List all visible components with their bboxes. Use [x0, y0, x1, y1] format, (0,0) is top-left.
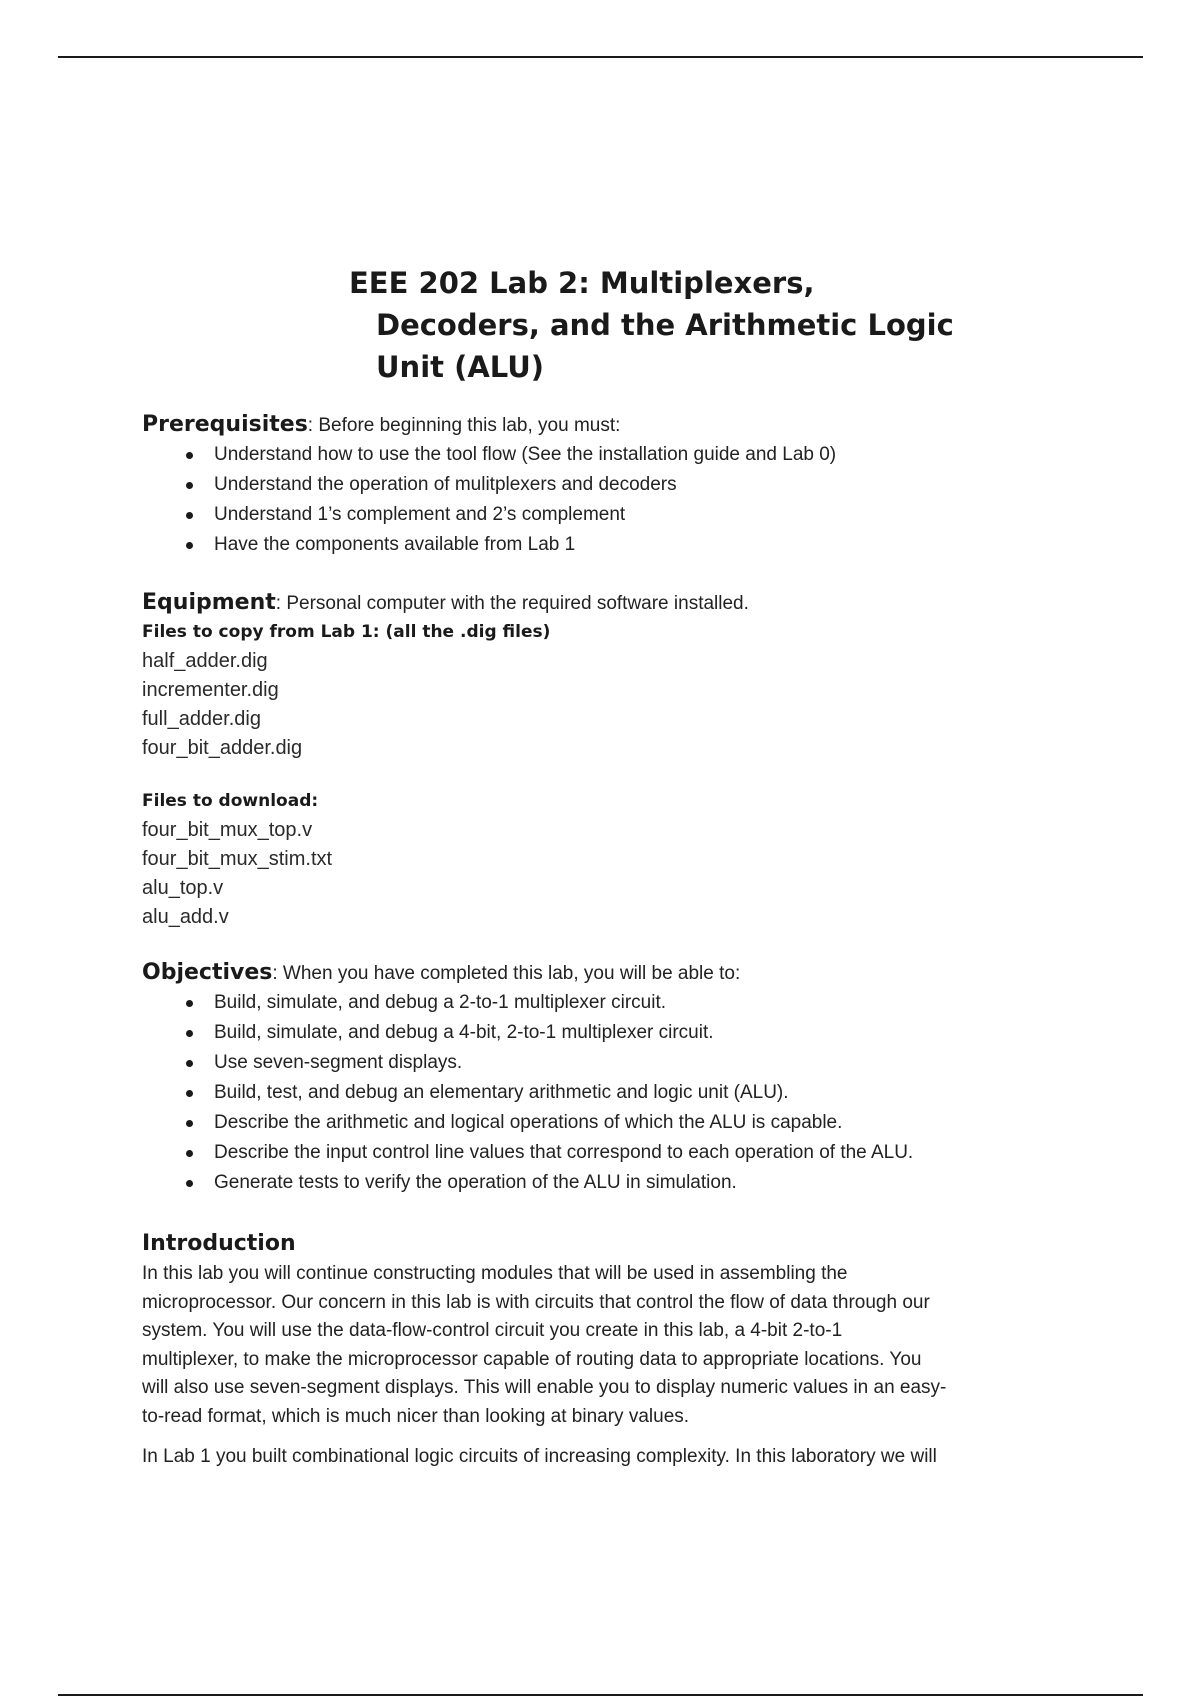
- equipment-intro: [142, 588, 1062, 618]
- bullet-icon: [186, 1180, 193, 1187]
- document-title: [349, 262, 954, 388]
- objectives-intro: [142, 958, 1062, 988]
- prerequisites-section: [142, 410, 1062, 560]
- list-item: Understand how to use the tool flow (See the installation guide and Lab 0): [142, 440, 1062, 470]
- prerequisites-intro: [142, 410, 1062, 440]
- text-line: system. You will use the data-flow-control circuit you create in this lab, a 4-bit 2-to-1: [142, 1320, 843, 1341]
- objectives-lead: : When you have completed this lab, you will be able to:: [272, 963, 741, 984]
- copy-files-heading: Files to copy from Lab 1: (all the .dig files): [142, 622, 551, 642]
- text-line: to-read format, which is much nicer than looking at binary values.: [142, 1405, 690, 1427]
- file-name: half_adder.dig: [142, 650, 268, 672]
- file-name: alu_top.v: [142, 877, 224, 899]
- prerequisites-heading: Prerequisites: [142, 412, 308, 437]
- objectives-list: [142, 988, 1062, 1198]
- text-line: In Lab 1 you built combinational logic circuits of increasing complexity. In this laboratory we will: [142, 1446, 937, 1467]
- introduction-heading: Introduction: [142, 1231, 296, 1256]
- list-item: Build, simulate, and debug a 4-bit, 2-to-1 multiplexer circuit.: [142, 1018, 1062, 1048]
- introduction-paragraph-1: [142, 1260, 1062, 1431]
- file-name: alu_add.v: [142, 906, 229, 928]
- title-line-3: Unit (ALU): [376, 350, 545, 384]
- title-line-2: Decoders, and the Arithmetic Logic: [376, 308, 954, 342]
- download-files-heading: Files to download:: [142, 791, 319, 811]
- list-item: Use seven-segment displays.: [142, 1048, 1062, 1078]
- file-name: four_bit_mux_stim.txt: [142, 848, 333, 870]
- bullet-icon: [186, 452, 193, 459]
- text-line: will also use seven-segment displays. This will enable you to display numeric values in an easy-: [142, 1377, 947, 1398]
- list-item: Describe the arithmetic and logical operations of which the ALU is capable.: [142, 1108, 1062, 1138]
- document-body: [142, 262, 1062, 1472]
- bullet-icon: [186, 1120, 193, 1127]
- bullet-icon: [186, 542, 193, 549]
- list-item: Describe the input control line values that correspond to each operation of the ALU.: [142, 1138, 1062, 1168]
- prerequisites-lead: : Before beginning this lab, you must:: [307, 415, 621, 436]
- objectives-section: [142, 958, 1062, 1198]
- objectives-heading: Objectives: [142, 960, 273, 985]
- introduction-section: [142, 1228, 1062, 1472]
- equipment-heading: Equipment: [142, 590, 276, 615]
- text-line: In this lab you will continue constructing modules that will be used in assembling the: [142, 1263, 848, 1284]
- prerequisites-list: [142, 440, 1062, 560]
- text-line: multiplexer, to make the microprocessor capable of routing data to appropriate locations. You: [142, 1348, 922, 1370]
- list-item: Build, simulate, and debug a 2-to-1 multiplexer circuit.: [142, 988, 1062, 1018]
- bullet-icon: [186, 1060, 193, 1067]
- file-name: incrementer.dig: [142, 679, 279, 701]
- bullet-icon: [186, 1090, 193, 1097]
- list-item: Understand the operation of mulitplexers and decoders: [142, 470, 1062, 500]
- bullet-icon: [186, 1030, 193, 1037]
- title-line-1: EEE 202 Lab 2: Multiplexers,: [349, 266, 815, 300]
- file-name: four_bit_mux_top.v: [142, 819, 313, 841]
- equipment-section: [142, 588, 1062, 932]
- file-name: full_adder.dig: [142, 708, 261, 730]
- text-line: microprocessor. Our concern in this lab is with circuits that control the flow of data through our: [142, 1291, 930, 1313]
- bullet-icon: [186, 1150, 193, 1157]
- bullet-icon: [186, 1000, 193, 1007]
- equipment-lead: : Personal computer with the required software installed.: [275, 593, 749, 614]
- bullet-icon: [186, 512, 193, 519]
- list-item: Generate tests to verify the operation of the ALU in simulation.: [142, 1168, 1062, 1198]
- bullet-icon: [186, 482, 193, 489]
- file-name: four_bit_adder.dig: [142, 737, 303, 759]
- list-item: Build, test, and debug an elementary arithmetic and logic unit (ALU).: [142, 1078, 1062, 1108]
- list-item: Have the components available from Lab 1: [142, 530, 1062, 560]
- list-item: Understand 1’s complement and 2’s complement: [142, 500, 1062, 530]
- introduction-paragraph-2: [142, 1443, 1062, 1472]
- footer-rule: [58, 1694, 1143, 1696]
- header-rule: [58, 56, 1143, 58]
